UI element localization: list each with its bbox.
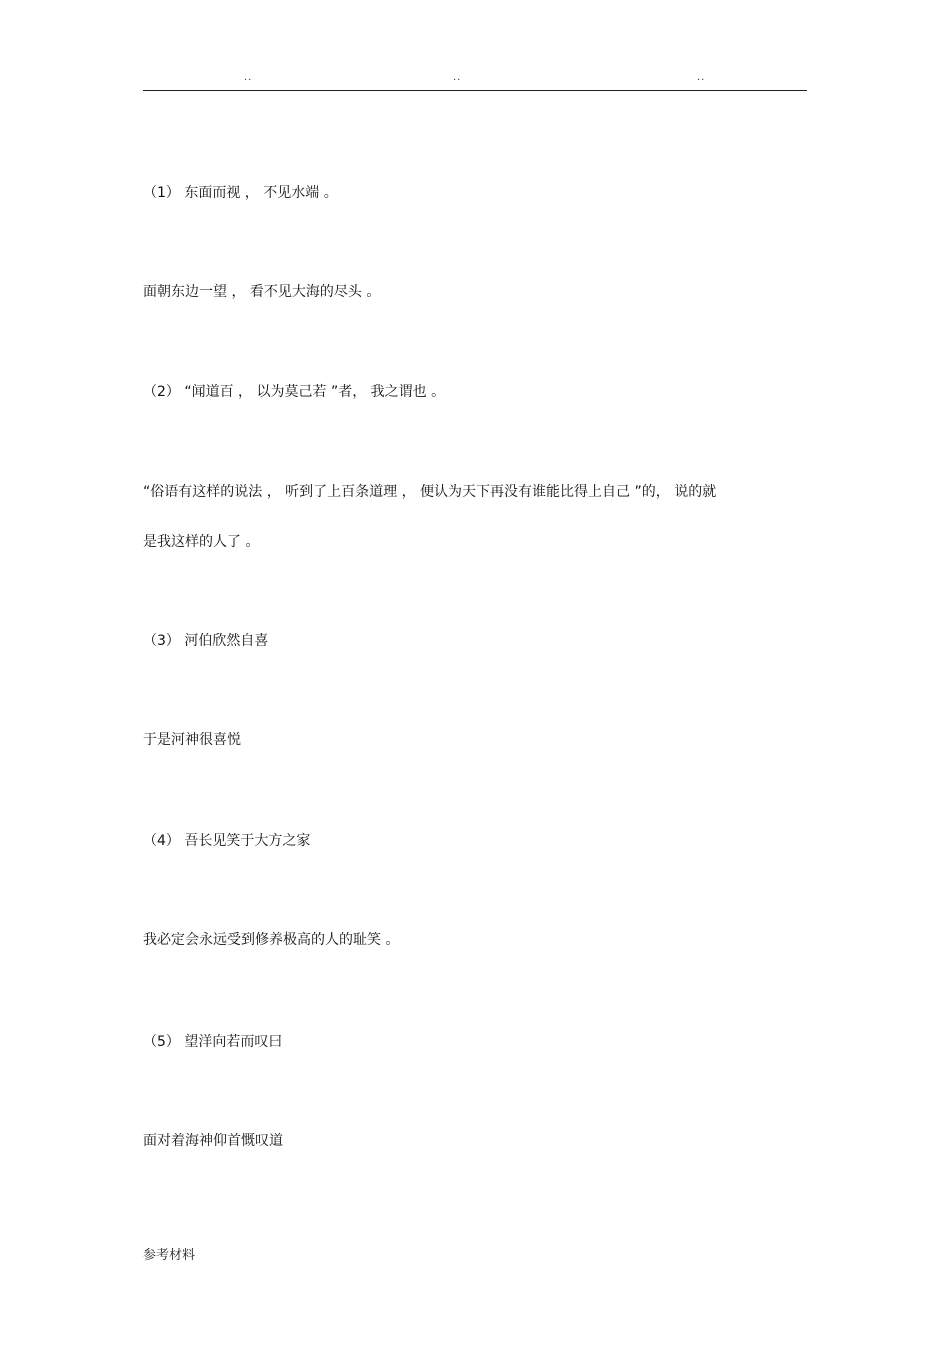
- item-3-source: （3） 河伯欣然自喜: [143, 633, 269, 649]
- item-2-source: （2） “闻道百 ， 以为莫己若 ”者， 我之谓也 。: [143, 384, 446, 400]
- page-footer: 参考材料: [143, 1248, 196, 1263]
- header-mark-left: ..: [244, 72, 253, 83]
- item-2-translation-line-1: “俗语有这样的说法 ， 听到了上百条道理 ， 便认为天下再没有谁能比得上自己 ”的， 说的就: [143, 484, 717, 500]
- header-rule: [143, 90, 807, 91]
- item-5-translation: 面对着海神仰首慨叹道: [143, 1133, 283, 1149]
- item-4-translation: 我必定会永远受到修养极高的人的耻笑 。: [143, 932, 400, 948]
- item-2-translation-line-2: 是我这样的人了 。: [143, 534, 260, 550]
- header-mark-center: ..: [453, 72, 462, 83]
- item-1-source: （1） 东面而视 ， 不见水端 。: [143, 185, 338, 201]
- item-5-source: （5） 望洋向若而叹曰: [143, 1034, 283, 1050]
- item-3-translation: 于是河神很喜悦: [143, 732, 241, 748]
- item-1-translation: 面朝东边一望 ， 看不见大海的尽头 。: [143, 284, 381, 300]
- item-4-source: （4） 吾长见笑于大方之家: [143, 833, 311, 849]
- header-mark-right: ..: [697, 72, 706, 83]
